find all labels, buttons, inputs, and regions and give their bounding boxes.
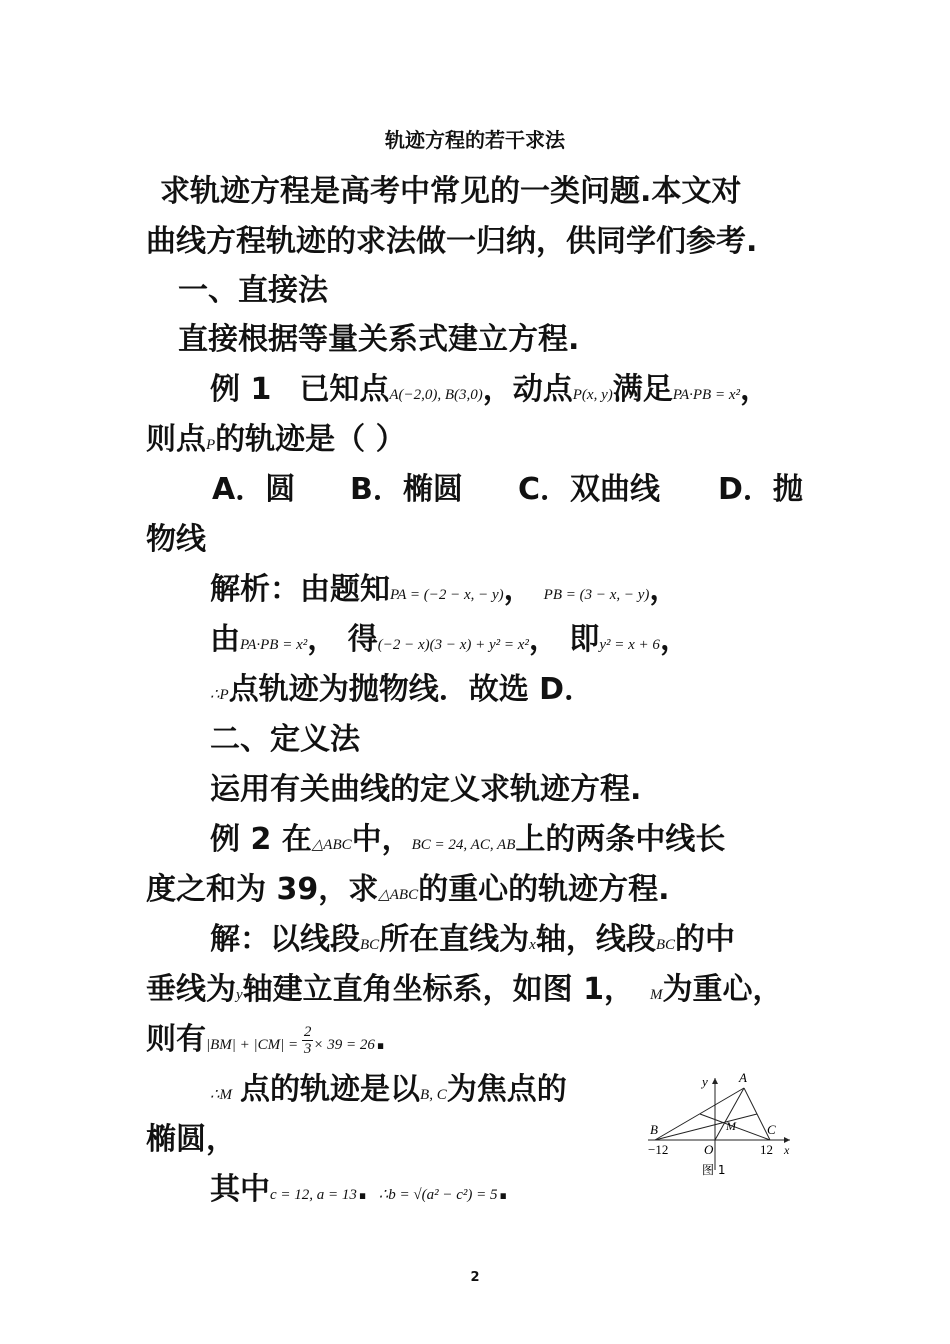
section1-description: 直接根据等量关系式建立方程. — [178, 322, 580, 357]
example1-options-wrap: 物线 — [146, 522, 206, 557]
example1-text: 则点 — [146, 422, 206, 457]
solution2-text: 的中 — [675, 922, 736, 957]
solution2-line-2 — [146, 970, 783, 1015]
solution2-text: . — [374, 1022, 387, 1057]
intro-line-2: 曲线方程轨迹的求法做一归纳，供同学们参考. — [146, 224, 758, 259]
example2-text: 度之和为 39，求 — [146, 872, 379, 907]
option-c: C．双曲线 — [518, 472, 661, 507]
figure-tick-pos: 12 — [760, 1142, 773, 1157]
solution2-text: . — [497, 1172, 509, 1207]
example2-text: 中， — [351, 822, 412, 857]
example1-text: ，动点 — [482, 372, 573, 407]
example1-question: 的轨迹是（ ） — [215, 422, 406, 457]
page-number: 2 — [470, 1270, 480, 1285]
axis-y: y — [236, 987, 243, 1003]
segment-bc: BC — [360, 937, 380, 953]
solution1-text: ， 即 — [528, 622, 600, 657]
fraction-denominator: 3 — [303, 1041, 312, 1057]
solution2-text: 垂线为 — [146, 972, 236, 1007]
example2-line-1 — [210, 820, 725, 865]
result-equation: y² = x + 6 — [599, 637, 660, 653]
figure-label-o: O — [704, 1142, 714, 1157]
option-d: D．抛 — [718, 472, 803, 507]
figure-caption: 图 1 — [702, 1163, 726, 1177]
figure-label-x: x — [784, 1143, 790, 1157]
figure-label-m: M — [726, 1119, 736, 1133]
axis-x: x — [529, 937, 536, 953]
solution2-line-6 — [210, 1170, 509, 1215]
option-a: A．圆 — [212, 472, 296, 507]
therefore-p: ∴P — [210, 687, 229, 703]
point-m: M — [650, 987, 663, 1003]
example2-text: 例 2 在 — [210, 822, 312, 857]
foci-bc: B, C — [420, 1087, 447, 1103]
solution2-text: . — [356, 1172, 379, 1207]
example1-text: ， — [739, 372, 770, 407]
ellipse-params: c = 12, a = 13 — [270, 1187, 357, 1203]
median-b — [655, 1114, 757, 1140]
vector-pb: PB = (3 − x, − y) — [543, 587, 650, 603]
segment-bc: BC — [655, 937, 676, 953]
option-b: B．椭圆 — [350, 472, 463, 507]
therefore-m: ∴M — [210, 1087, 233, 1103]
solution2-line-5: 椭圆， — [146, 1122, 236, 1157]
solution2-text: 轴，线段 — [535, 922, 656, 957]
solution1-text: ， — [503, 572, 534, 607]
example1-line-1 — [210, 370, 770, 415]
example1-moving-point: P(x, y) — [572, 387, 613, 403]
figure-label-a: A — [739, 1070, 747, 1085]
fraction-numerator: 2 — [303, 1024, 312, 1040]
distance-result: × 39 = 26 — [313, 1037, 375, 1053]
fraction — [302, 1024, 314, 1057]
solution2-text: 为重心， — [662, 972, 783, 1007]
solution1-text: ， — [649, 572, 680, 607]
vector-pa: PA = (−2 − x, − y) — [390, 587, 504, 603]
example1-text: 已知点 — [299, 372, 390, 407]
example1-line-2 — [146, 420, 406, 465]
example1-points: A(−2,0), B(3,0) — [389, 387, 483, 403]
solution2-text: 轴建立直角坐标系，如图 1， — [242, 972, 634, 1007]
y-axis-arrow — [712, 1078, 718, 1084]
solution2-text: 为焦点的 — [446, 1072, 567, 1107]
figure-tick-neg: −12 — [648, 1142, 669, 1157]
example2-text: 上的两条中线长 — [515, 822, 726, 857]
example1-label: 例 1 — [210, 372, 272, 407]
example2-text: 的重心的轨迹方程. — [418, 872, 670, 907]
point-p: P — [206, 437, 216, 453]
figure-label-b: B — [650, 1122, 658, 1137]
section2-description: 运用有关曲线的定义求轨迹方程. — [210, 772, 642, 807]
solution1-text: ， 得 — [307, 622, 378, 657]
solution1-text: 解析：由题知 — [210, 572, 390, 607]
solution2-text: 所在直线为 — [379, 922, 530, 957]
dot-product: PA·PB = x² — [240, 637, 308, 653]
solution1-conclusion: 点轨迹为抛物线．故选 D． — [228, 672, 595, 707]
section1-heading: 一、直接法 — [178, 273, 328, 308]
section2-heading: 二、定义法 — [210, 722, 360, 757]
solution2-line-3 — [146, 1020, 386, 1065]
solution1-line-2 — [210, 620, 690, 665]
solution2-line-4 — [210, 1070, 567, 1115]
distance-sum: |BM| + |CM| = — [206, 1037, 302, 1053]
triangle-abc: △ABC — [378, 887, 419, 903]
solution1-line-3 — [210, 670, 594, 715]
figure-1-diagram — [640, 1070, 800, 1180]
example1-condition: PA·PB = x² — [672, 387, 740, 403]
example2-given: BC = 24, AC, AB — [411, 837, 516, 853]
expanded-equation: (−2 − x)(3 − x) + y² = x² — [377, 637, 529, 653]
solution2-text: 则有 — [146, 1022, 206, 1057]
solution1-text: 由 — [210, 622, 240, 657]
solution2-text: 解：以线段 — [210, 922, 360, 957]
document-title: 轨迹方程的若干求法 — [385, 128, 565, 152]
example2-line-2 — [146, 870, 669, 915]
triangle-abc: △ABC — [311, 837, 352, 853]
b-value: ∴b = √(a² − c²) = 5 — [378, 1187, 498, 1203]
example1-text: 满足 — [612, 372, 673, 407]
solution2-line-1 — [210, 920, 735, 965]
solution1-text: ， — [659, 622, 690, 657]
solution2-text: 点的轨迹是以 — [240, 1072, 421, 1107]
figure-label-y: y — [702, 1074, 708, 1089]
figure-label-c: C — [767, 1122, 776, 1137]
example1-options — [212, 470, 803, 510]
intro-line-1: 求轨迹方程是高考中常见的一类问题.本文对 — [160, 174, 742, 209]
solution1-line-1 — [210, 570, 679, 615]
solution2-text: 其中 — [210, 1172, 270, 1207]
